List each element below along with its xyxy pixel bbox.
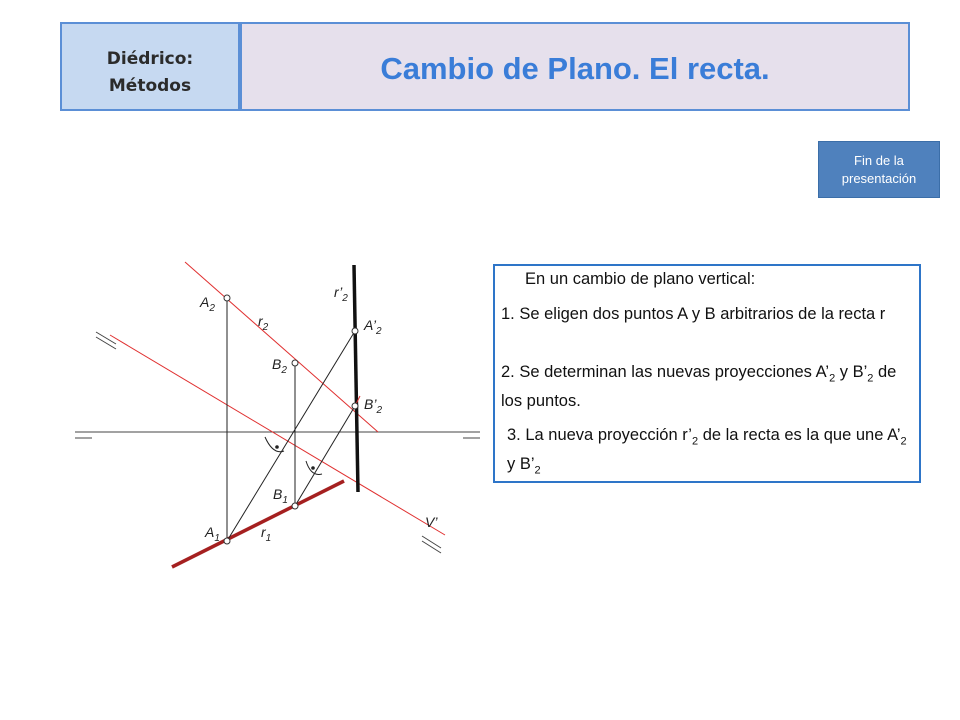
label-new-plane: V’	[425, 514, 438, 530]
label-a2: $A_2$	[200, 294, 215, 314]
explanation-step-1: 1. Se eligen dos puntos A y B arbitrarios de la recta r	[501, 305, 886, 323]
section-label: Diédrico: Métodos	[106, 49, 194, 96]
right-angle-dot-a	[275, 445, 279, 449]
point-a2	[224, 295, 230, 301]
explanation-intro: En un cambio de plano vertical:	[525, 270, 756, 288]
new-ground-tick-a2	[96, 337, 116, 349]
page-title: Cambio de Plano. El recta.	[380, 51, 770, 86]
right-angle-dot-b	[311, 466, 315, 470]
new-ground-tick-b2	[422, 541, 441, 553]
label-a1: $A_1$	[205, 524, 220, 544]
label-r2: $r_2$	[258, 313, 269, 333]
point-b2-new	[352, 403, 358, 409]
point-b1	[292, 503, 298, 509]
new-ground-tick-a1	[96, 332, 116, 344]
explanation-step-2: 2. Se determinan las nuevas proyecciones $A’_2$ y $B’_2$ de los puntos.	[501, 363, 897, 411]
label-a2-new: $A’_2$	[364, 317, 382, 337]
end-presentation-label: Fin de la presentación	[841, 152, 917, 186]
explanation-step-3: 3. La nueva proyección $r’_2$ de la recta es la que une $A’_2$ y $B’_2$	[507, 426, 907, 477]
label-r1: $r_1$	[261, 524, 272, 544]
label-r2-new: $r’_2$	[334, 284, 348, 304]
point-b2	[292, 360, 298, 366]
label-b2-new: $B’_2$	[364, 396, 383, 416]
r1-projection-line	[172, 481, 344, 567]
right-angle-mark-a	[265, 437, 284, 452]
point-a1	[224, 538, 230, 544]
explanation-box	[493, 264, 921, 483]
label-b1: $B_1$	[273, 486, 288, 506]
r2-projection-line	[185, 262, 378, 432]
label-b2: $B_2$	[272, 356, 287, 376]
perpendicular-a	[227, 331, 355, 541]
new-ground-tick-b1	[422, 536, 441, 548]
r2-new-projection-line	[354, 265, 358, 492]
point-a2-new	[352, 328, 358, 334]
